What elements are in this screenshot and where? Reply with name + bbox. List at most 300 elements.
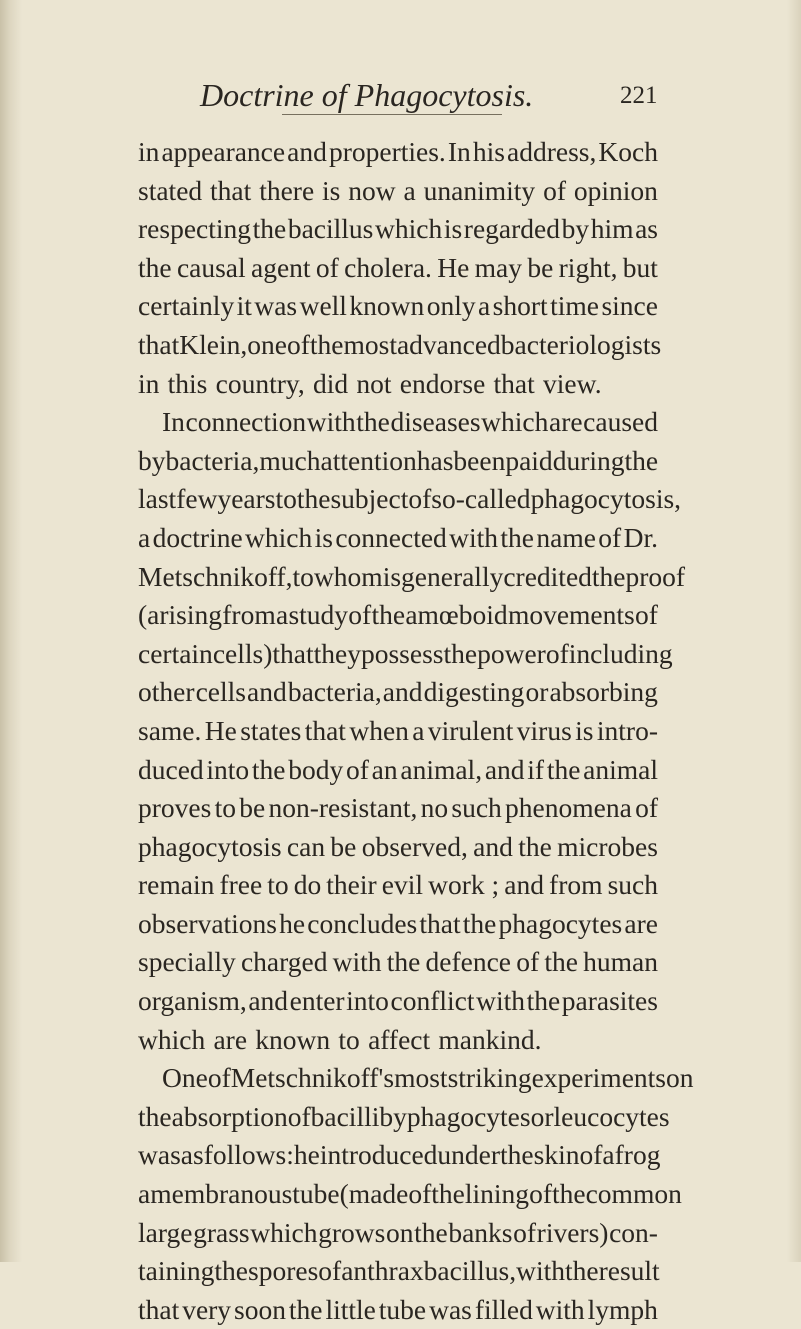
word: of — [346, 753, 369, 785]
word: known — [255, 1023, 331, 1055]
word: one — [247, 328, 287, 360]
word: that — [272, 637, 314, 669]
word: of — [207, 1062, 231, 1094]
text-line — [138, 1098, 670, 1137]
word: banks — [448, 1216, 513, 1248]
word: the — [564, 1255, 599, 1287]
word: be — [527, 251, 554, 283]
text-line — [138, 558, 686, 597]
word: as — [635, 213, 658, 245]
word: bacilli — [310, 1100, 380, 1132]
word: which — [481, 406, 549, 438]
word: certain — [138, 637, 213, 669]
text-line — [138, 1252, 658, 1291]
word: there — [259, 174, 315, 206]
word: Metschnikoff, — [138, 560, 293, 592]
word: appearance — [161, 136, 286, 167]
word: can — [286, 830, 326, 862]
word: their — [326, 869, 377, 901]
word: a — [275, 599, 289, 631]
word: diseases — [390, 406, 481, 438]
word: doctrine — [152, 521, 243, 553]
word: cholera. — [344, 251, 432, 283]
word: the — [251, 753, 286, 785]
page-edge-shadow — [787, 0, 801, 1262]
word: was — [138, 1139, 181, 1171]
word: that — [304, 714, 346, 746]
word: cells) — [212, 637, 273, 669]
word: a — [403, 174, 416, 206]
word: bacteria, — [287, 676, 382, 708]
word: of — [513, 1216, 537, 1248]
running-title: Doctrine of Phagocytosis. — [200, 77, 534, 113]
word: anthrax — [341, 1255, 424, 1287]
word: that — [138, 328, 180, 360]
word: the — [431, 1178, 465, 1210]
word: microbes — [557, 830, 658, 862]
word: common — [585, 1178, 682, 1210]
text-line — [138, 249, 658, 288]
word: of — [529, 1178, 552, 1210]
word: be — [330, 830, 357, 862]
word: observations — [138, 907, 278, 939]
word: same. — [138, 714, 202, 746]
word: few — [176, 483, 218, 515]
word: possess — [360, 637, 444, 669]
word: work ; — [428, 869, 500, 901]
word: the — [309, 328, 344, 360]
word: the — [414, 1216, 448, 1248]
word: lymph — [587, 1293, 658, 1325]
word: connected — [335, 521, 447, 553]
word: movements — [507, 599, 635, 631]
word: observed, — [361, 830, 468, 862]
word: a — [138, 521, 151, 553]
word: large — [138, 1216, 193, 1248]
word: by — [379, 1100, 407, 1132]
word: he — [293, 1139, 320, 1171]
word: on — [666, 1062, 694, 1094]
word: including — [568, 637, 673, 669]
word: non-resistant, — [268, 792, 418, 824]
word: but — [622, 251, 658, 283]
word: In — [162, 406, 185, 438]
word: and — [382, 676, 423, 708]
text-line — [138, 480, 682, 519]
word: phagocytes — [498, 907, 623, 939]
word: the — [591, 560, 626, 592]
word: amœboid — [405, 599, 508, 631]
word: taining — [138, 1255, 215, 1287]
word: bacillus — [287, 213, 374, 245]
word: well — [299, 290, 347, 322]
word: (arising — [138, 599, 223, 631]
word: bacteriologists — [500, 328, 662, 360]
word: of — [408, 483, 432, 515]
text-line — [138, 751, 658, 790]
word: much — [259, 444, 321, 476]
word: One — [162, 1062, 208, 1094]
text-line — [138, 596, 658, 635]
word: regarded — [463, 213, 560, 245]
word: him — [590, 213, 634, 245]
word: which — [138, 1023, 206, 1055]
word: proof — [625, 560, 686, 592]
word: most — [394, 1062, 448, 1094]
text-line — [138, 1021, 658, 1060]
word: of — [318, 1255, 342, 1287]
word: membranous — [150, 1178, 293, 1210]
word: a — [412, 714, 425, 746]
word: he — [279, 907, 306, 939]
word: the — [443, 637, 478, 669]
word: so-called — [431, 483, 531, 515]
word: agent — [250, 251, 311, 283]
word: in — [138, 367, 160, 399]
text-line — [138, 519, 658, 558]
word: and — [287, 136, 327, 167]
word: respecting — [138, 213, 252, 245]
text-line — [138, 1175, 682, 1214]
word: that — [493, 367, 535, 399]
word: a — [478, 290, 491, 322]
text-line — [138, 789, 658, 828]
word: that — [138, 1293, 180, 1325]
word: tube — [292, 1178, 340, 1210]
text-line — [138, 1059, 694, 1098]
word: specially — [138, 946, 236, 978]
word: of — [543, 174, 566, 206]
word: stated — [138, 174, 203, 206]
word: are — [624, 907, 658, 939]
text-line — [138, 133, 658, 172]
word: subject — [330, 483, 409, 515]
text-line — [138, 1291, 658, 1329]
word: are — [548, 406, 583, 438]
word: absorbing — [549, 676, 658, 708]
word: into — [346, 985, 389, 1017]
word: charged — [240, 946, 328, 978]
word: as — [180, 1139, 204, 1171]
word: the — [356, 406, 390, 438]
word: leucocytes — [553, 1100, 670, 1132]
word: was — [429, 1293, 472, 1325]
text-line — [138, 403, 658, 442]
word: affect — [368, 1023, 431, 1055]
word: virulent — [427, 714, 514, 746]
word: from — [222, 599, 276, 631]
word: follows — [203, 1139, 287, 1171]
word: He — [204, 714, 237, 746]
word: attention — [320, 444, 417, 476]
word: which — [375, 213, 443, 245]
word: the — [252, 213, 287, 245]
word: credited — [503, 560, 592, 592]
word: the — [500, 1139, 534, 1171]
word: phagocytosis — [138, 830, 282, 862]
word: if — [527, 753, 545, 785]
word: the — [462, 907, 497, 939]
word: of — [287, 1100, 311, 1132]
word: mankind. — [438, 1023, 542, 1055]
word: little — [325, 1293, 376, 1325]
word: introduced — [319, 1139, 438, 1171]
word: bacteria, — [165, 444, 260, 476]
word: are — [213, 1023, 248, 1055]
word: advanced — [396, 328, 501, 360]
word: be — [239, 792, 266, 824]
word: address, — [507, 136, 597, 167]
word: states — [240, 714, 302, 746]
word: country, — [215, 367, 305, 399]
word: or — [525, 676, 549, 708]
word: his — [472, 136, 505, 167]
word: is — [314, 521, 333, 553]
text-line — [138, 1136, 661, 1175]
word: with — [332, 946, 382, 978]
word: did — [312, 367, 349, 399]
word: the — [371, 599, 406, 631]
word: phagocytosis, — [530, 483, 682, 515]
word: in — [138, 136, 160, 167]
word: that — [210, 174, 252, 206]
text-line — [138, 673, 658, 712]
word: defence — [425, 946, 512, 978]
word: the — [546, 753, 581, 785]
word: tube — [378, 1293, 427, 1325]
word: only — [426, 290, 476, 322]
word: by — [138, 444, 166, 476]
word: of — [348, 599, 372, 631]
word: time — [550, 290, 599, 322]
word: now — [348, 174, 396, 206]
word: spores — [248, 1255, 319, 1287]
header-rule — [282, 114, 502, 115]
word: free — [219, 869, 263, 901]
running-head — [200, 74, 534, 116]
word: the — [288, 1293, 323, 1325]
text-line — [138, 943, 658, 982]
word: cells — [195, 676, 246, 708]
word: He — [437, 251, 470, 283]
text-line — [138, 635, 673, 674]
word: of — [635, 792, 658, 824]
word: and — [473, 830, 513, 862]
word: a — [602, 1139, 615, 1171]
word: of — [598, 521, 622, 553]
word: caused — [583, 406, 658, 438]
word: with — [449, 521, 499, 553]
word: the — [526, 985, 561, 1017]
word: right, — [558, 251, 618, 283]
word: the — [551, 1178, 586, 1210]
word: whom — [313, 560, 383, 592]
word: skin — [533, 1139, 580, 1171]
word: enter — [289, 985, 345, 1017]
word: conflict — [390, 985, 475, 1017]
word: when — [349, 714, 409, 746]
word: other — [138, 676, 195, 708]
word: paid — [505, 444, 553, 476]
word: digesting — [423, 676, 525, 708]
word: filled — [474, 1293, 533, 1325]
word: (made — [339, 1178, 409, 1210]
word: intro- — [596, 714, 658, 746]
word: the — [518, 830, 552, 862]
word: Koch — [598, 136, 658, 167]
word: the — [386, 946, 421, 978]
text-line — [138, 172, 658, 211]
word: do — [293, 869, 322, 901]
word: to — [338, 1023, 360, 1055]
word: to — [275, 483, 297, 515]
word: most — [343, 328, 397, 360]
word: grass — [193, 1216, 250, 1248]
text-line — [138, 982, 658, 1021]
body-text — [138, 133, 694, 1329]
word: power — [477, 637, 546, 669]
word: the — [214, 1255, 248, 1287]
text-line — [138, 210, 658, 249]
text-line — [138, 287, 658, 326]
word: of — [408, 1178, 432, 1210]
word: unanimity — [423, 174, 536, 206]
word: of — [634, 599, 658, 631]
word: of — [315, 251, 339, 283]
word: may — [474, 251, 523, 283]
page-number: 221 — [620, 82, 658, 109]
word: In — [447, 136, 471, 167]
word: Metschnikoff's — [230, 1062, 395, 1094]
text-line — [138, 866, 658, 905]
word: under — [437, 1139, 501, 1171]
word: con- — [609, 1216, 658, 1248]
word: organism, — [138, 985, 247, 1017]
word: of — [579, 1139, 603, 1171]
word: which — [250, 1216, 318, 1248]
word: animal, — [400, 753, 483, 785]
word: duced — [138, 753, 204, 785]
word: experiments — [531, 1062, 666, 1094]
word: last — [138, 483, 177, 515]
word: Klein, — [179, 328, 248, 360]
word: on — [385, 1216, 414, 1248]
word: or — [530, 1100, 554, 1132]
word: of — [545, 637, 569, 669]
word: is — [382, 560, 402, 592]
word: phagocytes — [406, 1100, 531, 1132]
word: remain — [138, 869, 215, 901]
word: body — [288, 753, 344, 785]
word: of — [286, 328, 310, 360]
word: animal — [583, 753, 658, 785]
word: short — [492, 290, 548, 322]
word: it — [236, 290, 252, 322]
word: such — [451, 792, 502, 824]
word: that — [419, 907, 461, 939]
text-line — [138, 1214, 658, 1253]
word: the — [500, 521, 535, 553]
word: bacillus, — [423, 1255, 517, 1287]
word: soon — [234, 1293, 286, 1325]
word: human — [583, 946, 658, 978]
word: causal — [176, 251, 246, 283]
word: they — [313, 637, 361, 669]
text-line — [138, 828, 658, 867]
word: name — [536, 521, 596, 553]
word: to — [267, 869, 289, 901]
word: lining — [464, 1178, 530, 1210]
page-gutter-shadow — [0, 0, 22, 1262]
word: Dr. — [623, 521, 658, 553]
word: been — [453, 444, 506, 476]
word: concludes — [307, 907, 418, 939]
word: a — [138, 1178, 151, 1210]
word: from — [549, 869, 603, 901]
word: opinion — [573, 174, 658, 206]
word: has — [416, 444, 454, 476]
word: very — [182, 1293, 232, 1325]
word: frog — [614, 1139, 661, 1171]
word: is — [322, 174, 341, 206]
word: not — [356, 367, 392, 399]
word: and — [247, 676, 287, 708]
word: the — [138, 1100, 172, 1132]
word: to — [214, 792, 236, 824]
word: rivers) — [536, 1216, 609, 1248]
word: the — [296, 483, 331, 515]
word: to — [292, 560, 314, 592]
word: with — [516, 1255, 565, 1287]
text-line — [138, 712, 658, 751]
word: certainly — [138, 290, 235, 322]
text-line — [138, 905, 658, 944]
word: no — [420, 792, 449, 824]
word: parasites — [561, 985, 658, 1017]
word: is — [575, 714, 594, 746]
word: an — [371, 753, 398, 785]
word: was — [254, 290, 298, 322]
word: properties. — [328, 136, 446, 167]
word: : — [286, 1139, 294, 1171]
word: with — [306, 406, 356, 438]
word: by — [561, 213, 590, 245]
word: study — [288, 599, 349, 631]
word: connection — [185, 406, 307, 438]
word: result — [598, 1255, 660, 1287]
word: this — [167, 367, 208, 399]
text-line — [138, 326, 662, 365]
word: is — [443, 213, 463, 245]
word: virus — [516, 714, 572, 746]
word: the — [544, 946, 578, 978]
text-line — [138, 365, 658, 404]
word: and — [248, 985, 289, 1017]
word: view. — [543, 367, 602, 399]
word: and — [484, 753, 525, 785]
word: grows — [318, 1216, 386, 1248]
word: known — [349, 290, 425, 322]
word: generally — [401, 560, 504, 592]
word: with — [476, 985, 525, 1017]
word: with — [535, 1293, 585, 1325]
word: endorse — [399, 367, 486, 399]
word: years — [217, 483, 276, 515]
word: absorption — [171, 1100, 288, 1132]
word: evil — [381, 869, 424, 901]
word: the — [624, 444, 659, 476]
word: since — [601, 290, 658, 322]
